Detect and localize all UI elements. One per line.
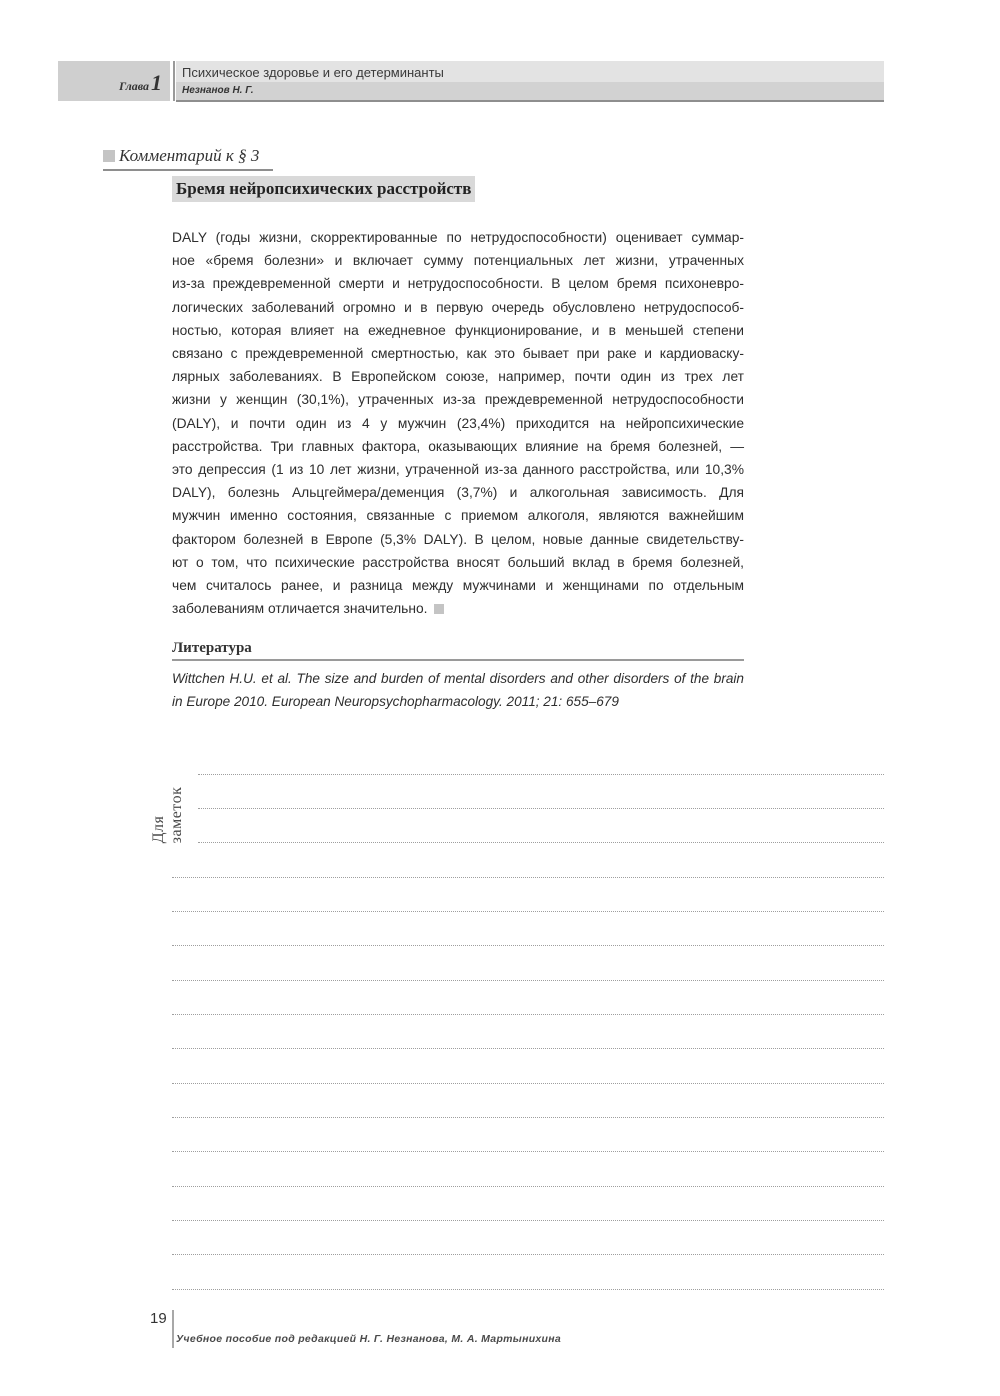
- comment-label: [103, 146, 273, 171]
- body-line: чем считалось ранее, и разница между мужчинами и женщинами по отдельным: [172, 578, 744, 594]
- chapter-number: 1: [151, 70, 162, 95]
- literature-reference: [172, 667, 744, 713]
- note-line: [172, 1083, 884, 1084]
- body-line: из-за преждевременной смерти и нетрудоспособности. В целом бремя психоневро-: [172, 276, 744, 292]
- body-line: DALY), болезнь Альцгеймера/деменция (3,7%) и алкогольная зависимость. Для: [172, 485, 744, 501]
- header-separator: [173, 61, 175, 101]
- body-line: лярных заболеваниях. В Европейском союзе, например, почти один из трех лет: [172, 369, 744, 385]
- note-line: [172, 1048, 884, 1049]
- body-line-last-text: заболеваниям отличается значительно.: [172, 601, 428, 617]
- reference-line: in Europe 2010. European Neuropsychopharmacology. 2011; 21: 655–679: [172, 694, 619, 709]
- body-line: DALY (годы жизни, скорректированные по нетрудоспособности) оценивает суммар-: [172, 230, 744, 245]
- note-line: [198, 774, 884, 775]
- literature-heading: Литература: [172, 640, 744, 661]
- body-line: ное «бремя болезни» и включает сумму потенциальных лет жизни, утраченных: [172, 253, 744, 269]
- running-author: Незнанов Н. Г.: [182, 85, 254, 96]
- chapter-box: [58, 61, 170, 101]
- note-line: [172, 1186, 884, 1187]
- note-line: [172, 980, 884, 981]
- running-header: [176, 61, 884, 101]
- header-rule: [176, 100, 884, 102]
- section-heading: Бремя нейропсихических расстройств: [172, 176, 475, 202]
- body-line: жизни у женщин (30,1%), утраченных из-за преждевременной нетрудоспособности: [172, 392, 744, 408]
- body-line: мужчин именно состояния, связанные с приемом алкоголя, являются важнейшим: [172, 508, 744, 524]
- note-line: [172, 1117, 884, 1118]
- body-line: расстройства. Три главных фактора, оказывающих влияние на бремя болезней, —: [172, 438, 744, 454]
- running-title: Психическое здоровье и его детерминанты: [182, 65, 444, 80]
- note-line: [172, 945, 884, 946]
- note-line: [172, 1289, 884, 1290]
- chapter-marker: [119, 70, 162, 96]
- note-line: [172, 1220, 884, 1221]
- body-line: это депрессия (1 из 10 лет жизни, утраченной из-за данного расстройства, или 10,3%: [172, 462, 744, 478]
- body-line: ют о том, что психические расстройства вносят больший вклад в бремя болезней,: [172, 554, 744, 570]
- body-line: логических заболеваний огромно и в первую очередь обусловлено нетрудоспособ-: [172, 299, 744, 315]
- body-line: ностью, которая влияет на ежедневное функционирование, и в меньшей степени: [172, 322, 744, 338]
- footer-separator: [172, 1310, 174, 1348]
- reference-line: Wittchen H.U. et al. The size and burden of mental disorders and other disorders of the brain: [172, 671, 744, 686]
- square-bullet-icon: [103, 150, 115, 162]
- body-line-last: [172, 597, 744, 620]
- chapter-label: Глава: [118, 79, 149, 93]
- comment-label-text: Комментарий к § 3: [119, 146, 260, 165]
- body-line: связано с преждевременной смертностью, как это бывает при раке и кардиоваску-: [172, 346, 744, 362]
- note-line: [172, 1151, 884, 1152]
- note-line: [172, 1014, 884, 1015]
- note-line: [172, 877, 884, 878]
- body-line: (DALY), и почти один из 4 у мужчин (23,4%) приходится на нейропсихические: [172, 415, 744, 431]
- note-line: [172, 1254, 884, 1255]
- notes-label: [145, 760, 191, 870]
- notes-label-text: Для заметок: [150, 786, 185, 844]
- body-paragraph: [172, 226, 744, 620]
- end-of-section-icon: [434, 604, 444, 614]
- body-line: фактором болезней в Европе (5,3% DALY). В целом, новые данные свидетельству-: [172, 531, 744, 547]
- footer-text: Учебное пособие под редакцией Н. Г. Незнанова, М. А. Мартынихина: [176, 1333, 562, 1345]
- note-line: [172, 911, 884, 912]
- note-line: [198, 842, 884, 843]
- page-number: 19: [150, 1310, 167, 1327]
- note-line: [198, 808, 884, 809]
